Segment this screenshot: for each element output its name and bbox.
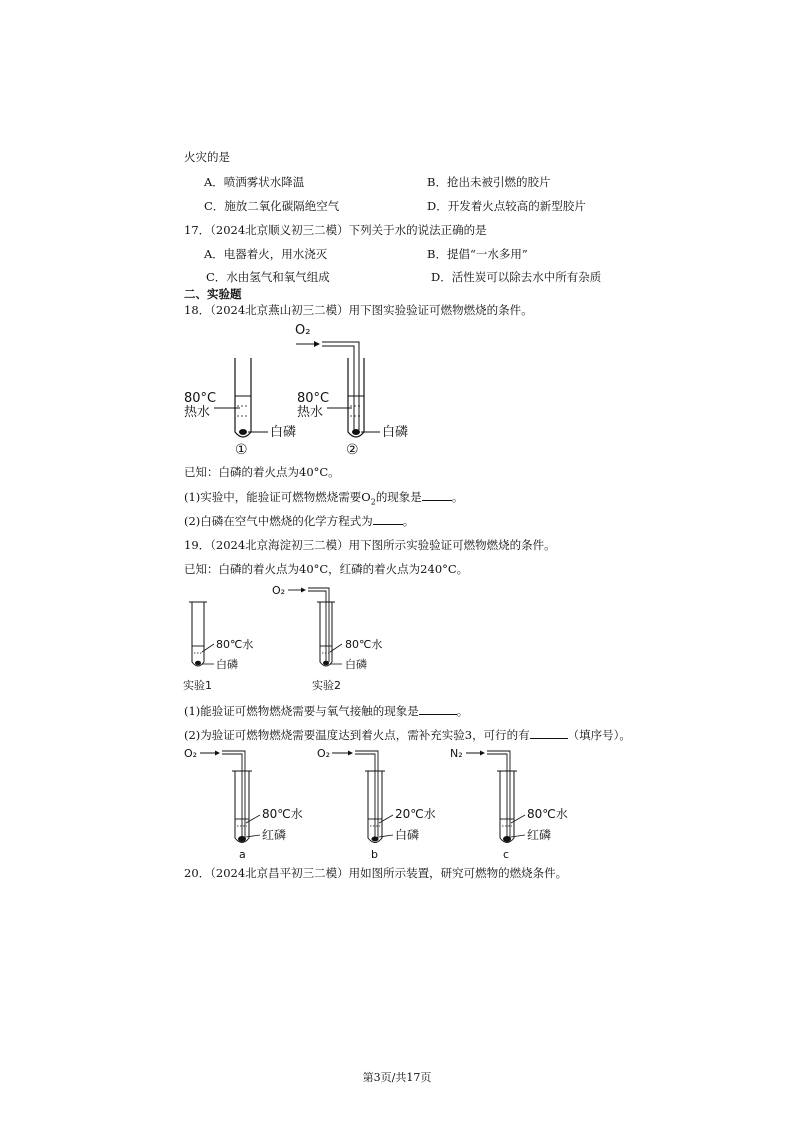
- q18-stem: 18．（2024北京燕山初三二模）用下图实验验证可燃物燃烧的条件。: [184, 303, 533, 317]
- q18-part-1-text-b: 的现象是: [375, 490, 422, 504]
- page-number: 第3页/共17页: [362, 1071, 432, 1084]
- q19-exp2-o2-label: O₂: [272, 584, 286, 597]
- q18-temp-label-1: 80°C: [184, 391, 217, 406]
- q19-part-1-end: 。: [456, 704, 469, 718]
- q19-exp1-water-label: 80℃水: [216, 638, 254, 651]
- option-c-gas-label: N₂: [450, 747, 463, 760]
- q17-option-a: A．电器着火，用水浇灭: [204, 247, 328, 261]
- option-b-water-label: 20℃水: [395, 807, 436, 821]
- exp1-test-tube: [189, 602, 207, 666]
- option-a-phosphorus-label: 红磷: [262, 828, 287, 842]
- q19-answer-blank-1[interactable]: [419, 704, 457, 715]
- q17-stem: 17．（2024北京顺义初三二模）下列关于水的说法正确的是: [184, 223, 487, 237]
- q18-water-label-1: 热水: [184, 405, 211, 420]
- q18-part-1: [184, 490, 463, 509]
- q18-water-label-2: 热水: [297, 405, 324, 420]
- q19-part-1-text: (1)能验证可燃物燃烧需要与氧气接触的现象是: [184, 704, 419, 718]
- q19-figure: [180, 580, 410, 695]
- q19-exp2-water-label: 80℃水: [345, 638, 383, 651]
- q19-known: 已知：白磷的着火点为40°C，红磷的着火点为240°C。: [184, 562, 469, 576]
- q16-option-b: B．抢出未被引燃的胶片: [427, 175, 551, 189]
- option-a-water-label: 80℃水: [262, 807, 303, 821]
- q17-option-d: D．活性炭可以除去水中所有杂质: [431, 270, 602, 284]
- section-heading: 二、实验题: [184, 287, 242, 301]
- q18-tube-label-2: ②: [346, 442, 359, 458]
- q18-part-2: [184, 514, 414, 528]
- q18-phosphorus-label-2: 白磷: [382, 425, 409, 440]
- question-16-continuation: 火灾的是: [184, 150, 230, 164]
- q18-o2-label: O₂: [295, 323, 311, 338]
- q19-stem: 19．（2024北京海淀初三二模）用下图所示实验验证可燃物燃烧的条件。: [184, 538, 556, 552]
- q18-figure: [180, 318, 430, 458]
- q18-part-2-text: (2)白磷在空气中燃烧的化学方程式为: [184, 514, 373, 528]
- q19-exp2-phosphorus-label: 白磷: [345, 658, 367, 671]
- q19-part-2: [184, 728, 631, 742]
- q18-part-1-text-a: (1)实验中，能验证可燃物燃烧需要O: [184, 490, 371, 504]
- option-c-phosphorus-label: 红磷: [527, 828, 552, 842]
- q18-answer-blank-2[interactable]: [373, 514, 403, 525]
- q18-temp-label-2: 80°C: [297, 391, 330, 406]
- q19-exp1-label: 实验1: [183, 679, 212, 692]
- option-a-gas-label: O₂: [184, 747, 198, 760]
- q16-option-c: C．施放二氧化碳隔绝空气: [204, 199, 340, 213]
- q19-experiment3-options-figure: [180, 743, 600, 861]
- option-b-apparatus: [332, 751, 385, 843]
- option-b-label: b: [371, 848, 378, 861]
- q18-part-2-end: 。: [402, 514, 415, 528]
- exp2-test-tube: [288, 588, 335, 667]
- option-c-label: c: [503, 848, 510, 861]
- q17-option-b: B．提倡“一水多用”: [427, 247, 528, 261]
- q19-part-1: [184, 704, 468, 718]
- q19-exp1-phosphorus-label: 白磷: [216, 658, 238, 671]
- option-a-label: a: [239, 848, 246, 861]
- q16-option-d: D．开发着火点较高的新型胶片: [427, 199, 586, 213]
- q18-part-1-subscript: 2: [370, 497, 376, 507]
- q16-option-a: A．喷洒雾状水降温: [204, 175, 305, 189]
- q18-tube-label-1: ①: [235, 442, 248, 458]
- q18-phosphorus-label-1: 白磷: [270, 425, 297, 440]
- option-c-water-label: 80℃水: [527, 807, 568, 821]
- option-b-gas-label: O₂: [317, 747, 331, 760]
- q18-answer-blank-1[interactable]: [422, 490, 452, 501]
- q19-part-2-end: （填序号）。: [567, 728, 631, 742]
- option-b-phosphorus-label: 白磷: [395, 828, 420, 842]
- q19-part-2-text: (2)为验证可燃物燃烧需要温度达到着火点，需补充实验3，可行的有: [184, 728, 530, 742]
- q19-exp2-label: 实验2: [312, 679, 341, 692]
- q18-part-1-end: 。: [451, 490, 464, 504]
- option-c-apparatus: [466, 751, 517, 843]
- test-tube-2: [296, 341, 364, 437]
- q17-option-c: C．水由氢气和氧气组成: [206, 270, 330, 284]
- test-tube-1: [235, 358, 251, 437]
- option-a-apparatus: [200, 751, 252, 843]
- q19-answer-blank-2[interactable]: [530, 728, 568, 739]
- q20-stem: 20．（2024北京昌平初三二模）用如图所示装置，研究可燃物的燃烧条件。: [184, 866, 568, 880]
- q18-known: 已知：白磷的着火点为40°C。: [184, 465, 340, 479]
